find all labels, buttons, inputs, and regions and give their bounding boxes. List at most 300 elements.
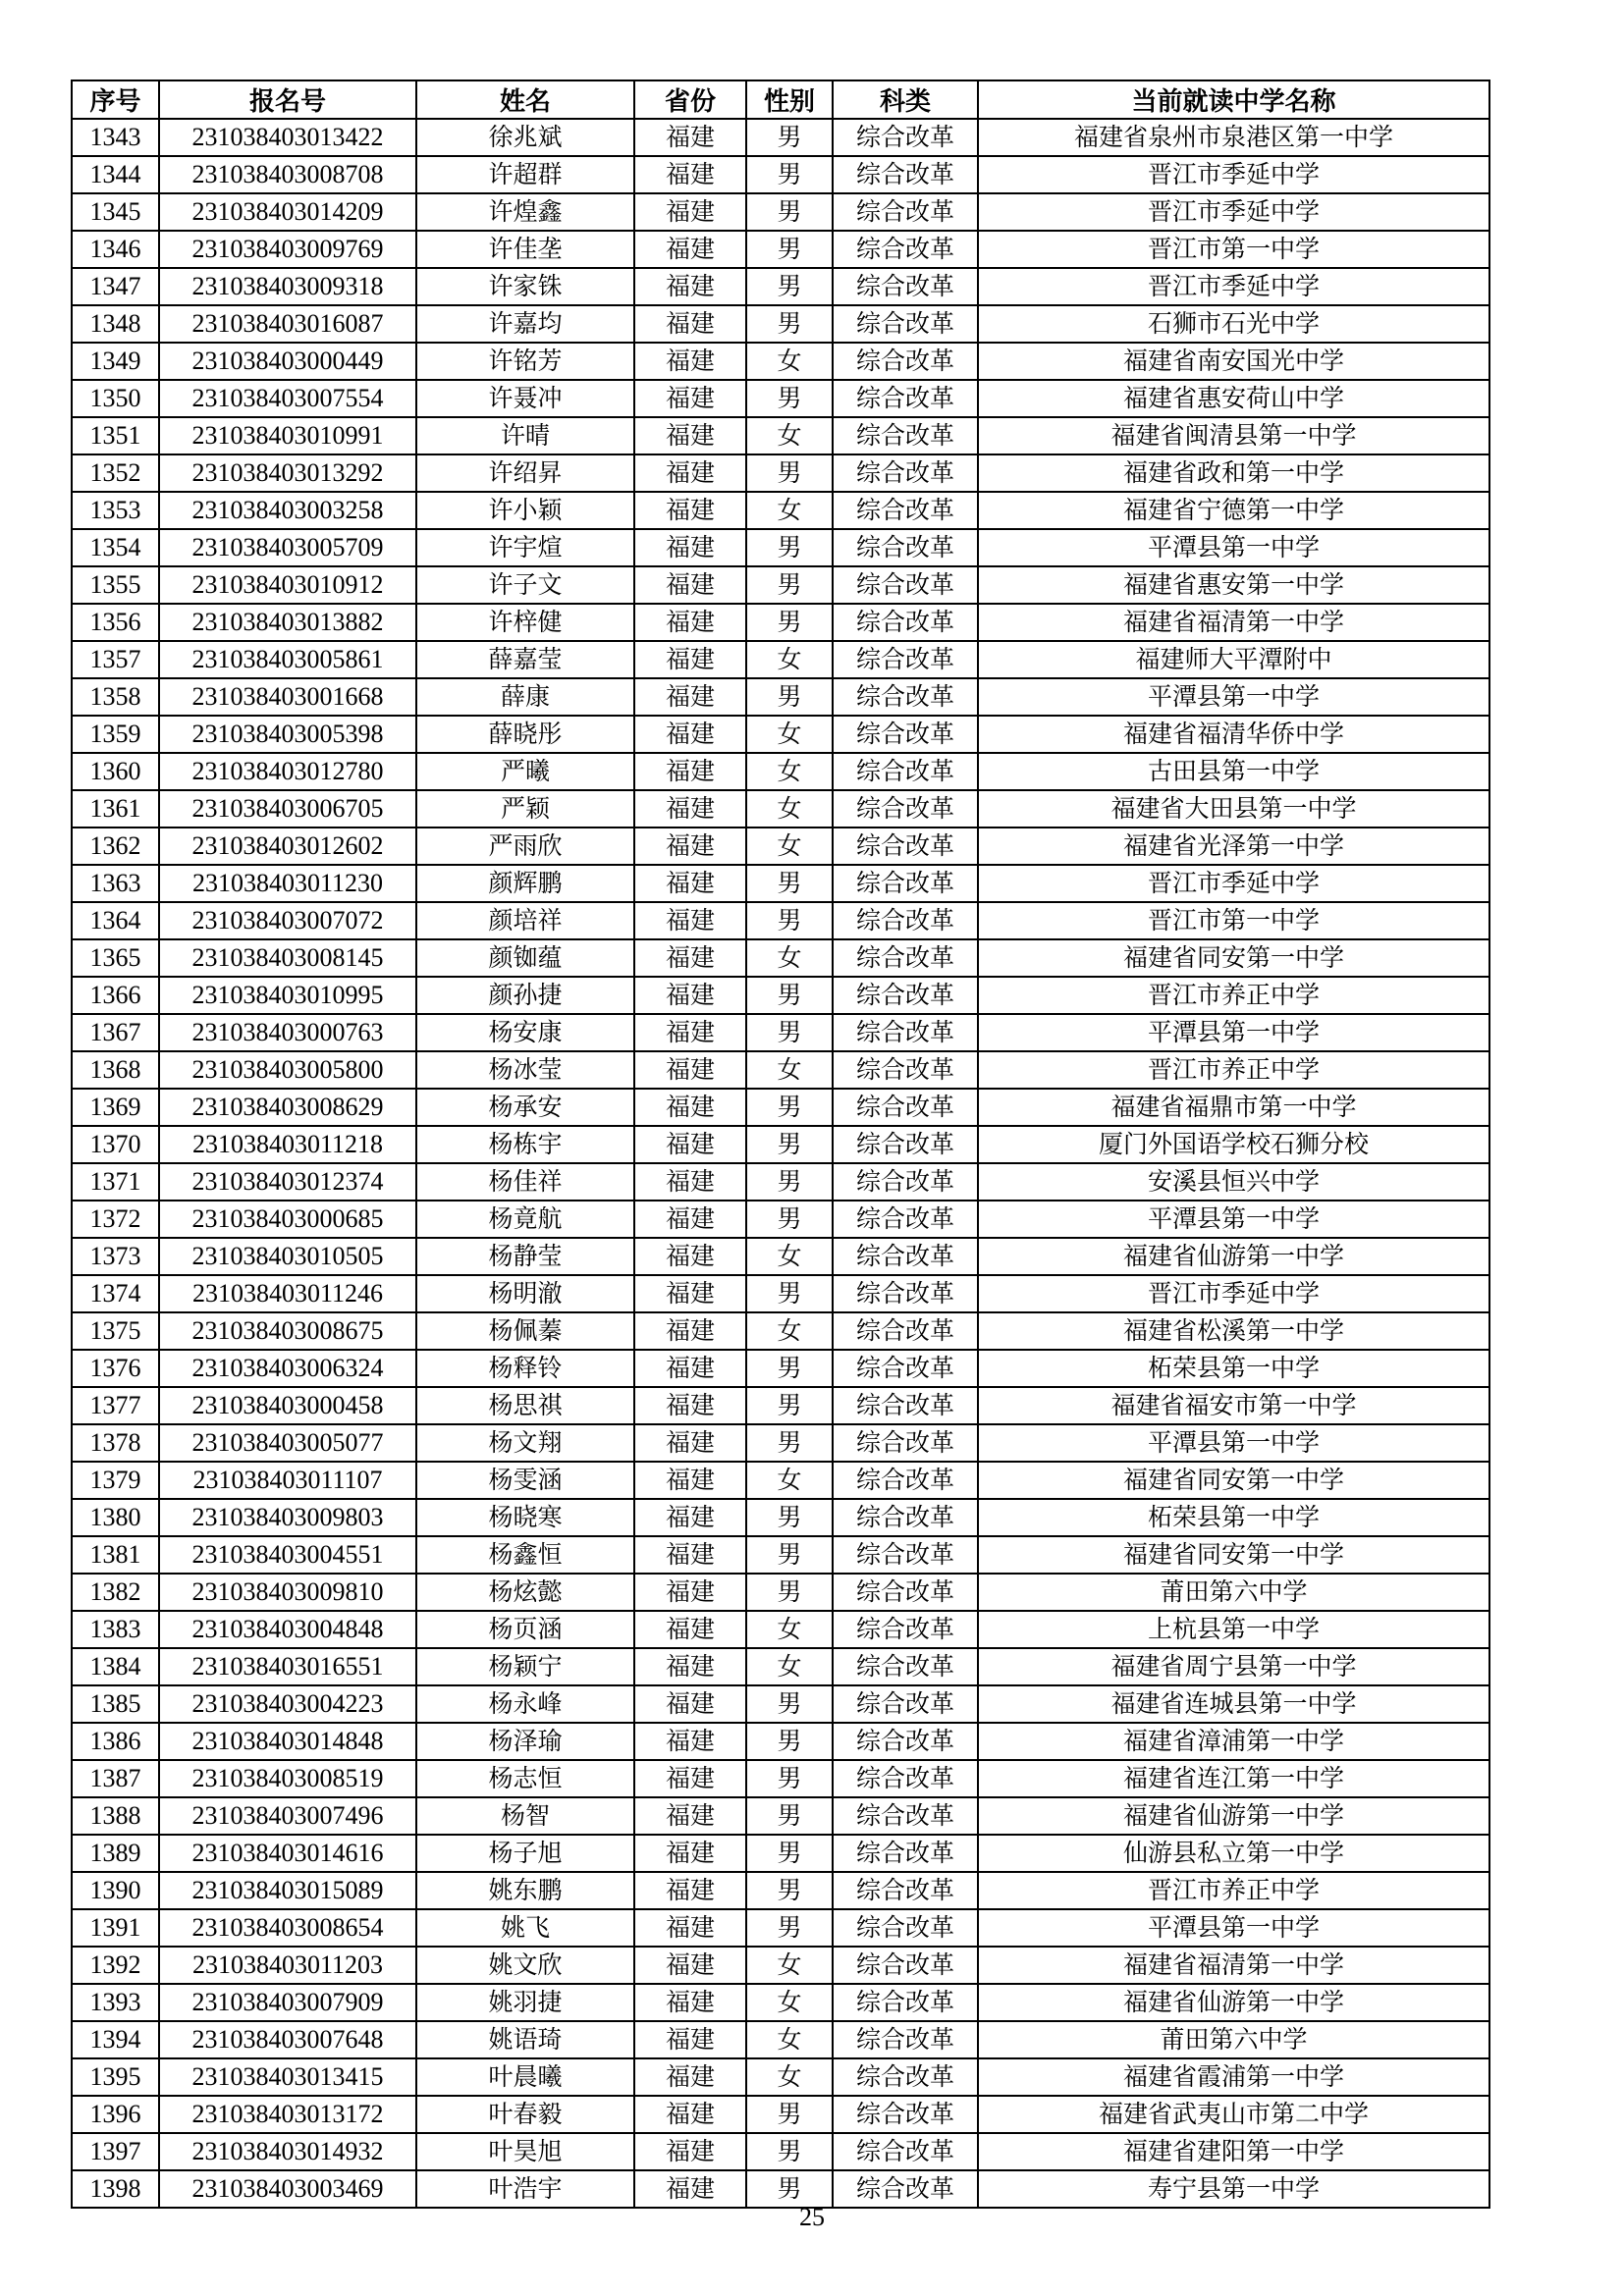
gender-cell: 男 (746, 454, 833, 492)
serial-number-cell: 1355 (72, 566, 159, 604)
registration-number-cell: 231038403016087 (159, 305, 416, 343)
school-name-cell: 福建省泉州市泉港区第一中学 (978, 119, 1489, 156)
gender-cell: 女 (746, 828, 833, 865)
registration-number-cell: 231038403005709 (159, 529, 416, 566)
gender-cell: 女 (746, 2021, 833, 2058)
gender-cell: 男 (746, 156, 833, 193)
header-serial-number: 序号 (72, 80, 159, 119)
student-name-cell: 杨承安 (416, 1089, 634, 1126)
table-row (72, 1685, 1489, 1723)
student-name-cell: 杨静莹 (416, 1238, 634, 1275)
student-name-cell: 姚语琦 (416, 2021, 634, 2058)
province-cell: 福建 (634, 1312, 746, 1350)
registration-number-cell: 231038403007909 (159, 1984, 416, 2021)
province-cell: 福建 (634, 2096, 746, 2133)
table-row (72, 1611, 1489, 1648)
gender-cell: 男 (746, 902, 833, 939)
table-row (72, 716, 1489, 753)
school-name-cell: 福建省福清第一中学 (978, 604, 1489, 641)
registration-number-cell: 231038403005398 (159, 716, 416, 753)
registration-number-cell: 231038403006324 (159, 1350, 416, 1387)
registration-number-cell: 231038403013415 (159, 2058, 416, 2096)
province-cell: 福建 (634, 2058, 746, 2096)
gender-cell: 女 (746, 1947, 833, 1984)
school-name-cell: 柘荣县第一中学 (978, 1499, 1489, 1536)
table-row (72, 1462, 1489, 1499)
registration-number-cell: 231038403014932 (159, 2133, 416, 2170)
registration-number-cell: 231038403007648 (159, 2021, 416, 2058)
student-name-cell: 姚羽捷 (416, 1984, 634, 2021)
serial-number-cell: 1350 (72, 380, 159, 417)
registration-number-cell: 231038403005800 (159, 1051, 416, 1089)
gender-cell: 男 (746, 2133, 833, 2170)
student-name-cell: 薛晓彤 (416, 716, 634, 753)
subject-category-cell: 综合改革 (833, 716, 978, 753)
school-name-cell: 福建省南安国光中学 (978, 343, 1489, 380)
table-row (72, 1835, 1489, 1872)
serial-number-cell: 1352 (72, 454, 159, 492)
student-name-cell: 杨冰莹 (416, 1051, 634, 1089)
serial-number-cell: 1390 (72, 1872, 159, 1909)
province-cell: 福建 (634, 1424, 746, 1462)
registration-number-cell: 231038403000449 (159, 343, 416, 380)
school-name-cell: 古田县第一中学 (978, 753, 1489, 790)
province-cell: 福建 (634, 2170, 746, 2208)
serial-number-cell: 1357 (72, 641, 159, 678)
gender-cell: 男 (746, 1275, 833, 1312)
student-name-cell: 薛康 (416, 678, 634, 716)
subject-category-cell: 综合改革 (833, 1424, 978, 1462)
registration-number-cell: 231038403009810 (159, 1574, 416, 1611)
table-row (72, 1499, 1489, 1536)
province-cell: 福建 (634, 1835, 746, 1872)
serial-number-cell: 1385 (72, 1685, 159, 1723)
student-name-cell: 杨页涵 (416, 1611, 634, 1648)
gender-cell: 男 (746, 1909, 833, 1947)
serial-number-cell: 1380 (72, 1499, 159, 1536)
registration-number-cell: 231038403001668 (159, 678, 416, 716)
subject-category-cell: 综合改革 (833, 1536, 978, 1574)
subject-category-cell: 综合改革 (833, 1909, 978, 1947)
subject-category-cell: 综合改革 (833, 1574, 978, 1611)
registration-number-cell: 231038403011246 (159, 1275, 416, 1312)
gender-cell: 男 (746, 865, 833, 902)
serial-number-cell: 1351 (72, 417, 159, 454)
registration-number-cell: 231038403013292 (159, 454, 416, 492)
school-name-cell: 平潭县第一中学 (978, 1909, 1489, 1947)
gender-cell: 男 (746, 566, 833, 604)
table-row (72, 1984, 1489, 2021)
table-row (72, 828, 1489, 865)
school-name-cell: 福建省同安第一中学 (978, 939, 1489, 977)
province-cell: 福建 (634, 1723, 746, 1760)
school-name-cell: 福建省福清第一中学 (978, 1947, 1489, 1984)
student-name-cell: 叶浩宇 (416, 2170, 634, 2208)
province-cell: 福建 (634, 1350, 746, 1387)
serial-number-cell: 1377 (72, 1387, 159, 1424)
serial-number-cell: 1349 (72, 343, 159, 380)
student-name-cell: 颜培祥 (416, 902, 634, 939)
serial-number-cell: 1389 (72, 1835, 159, 1872)
table-row (72, 753, 1489, 790)
registration-number-cell: 231038403013882 (159, 604, 416, 641)
gender-cell: 女 (746, 716, 833, 753)
registration-number-cell: 231038403010995 (159, 977, 416, 1014)
serial-number-cell: 1394 (72, 2021, 159, 2058)
subject-category-cell: 综合改革 (833, 1499, 978, 1536)
school-name-cell: 晋江市季延中学 (978, 193, 1489, 231)
registration-number-cell: 231038403007072 (159, 902, 416, 939)
student-name-cell: 杨泽瑜 (416, 1723, 634, 1760)
gender-cell: 男 (746, 1797, 833, 1835)
province-cell: 福建 (634, 1499, 746, 1536)
student-name-cell: 许小颖 (416, 492, 634, 529)
gender-cell: 男 (746, 1835, 833, 1872)
student-name-cell: 薛嘉莹 (416, 641, 634, 678)
province-cell: 福建 (634, 1984, 746, 2021)
registration-number-cell: 231038403005077 (159, 1424, 416, 1462)
school-name-cell: 福建省连江第一中学 (978, 1760, 1489, 1797)
school-name-cell: 晋江市季延中学 (978, 1275, 1489, 1312)
table-row (72, 119, 1489, 156)
province-cell: 福建 (634, 1275, 746, 1312)
province-cell: 福建 (634, 119, 746, 156)
registration-number-cell: 231038403005861 (159, 641, 416, 678)
student-name-cell: 许梓健 (416, 604, 634, 641)
serial-number-cell: 1371 (72, 1163, 159, 1201)
student-name-cell: 杨鑫恒 (416, 1536, 634, 1574)
serial-number-cell: 1395 (72, 2058, 159, 2096)
province-cell: 福建 (634, 417, 746, 454)
registration-number-cell: 231038403014848 (159, 1723, 416, 1760)
gender-cell: 女 (746, 417, 833, 454)
table-row (72, 977, 1489, 1014)
table-row (72, 417, 1489, 454)
gender-cell: 男 (746, 380, 833, 417)
registration-number-cell: 231038403007496 (159, 1797, 416, 1835)
school-name-cell: 福建省惠安第一中学 (978, 566, 1489, 604)
province-cell: 福建 (634, 454, 746, 492)
student-name-cell: 杨竟航 (416, 1201, 634, 1238)
gender-cell: 男 (746, 1350, 833, 1387)
subject-category-cell: 综合改革 (833, 1275, 978, 1312)
province-cell: 福建 (634, 1014, 746, 1051)
header-name: 姓名 (416, 80, 634, 119)
school-name-cell: 晋江市养正中学 (978, 977, 1489, 1014)
school-name-cell: 晋江市第一中学 (978, 231, 1489, 268)
table-row (72, 902, 1489, 939)
subject-category-cell: 综合改革 (833, 1760, 978, 1797)
table-row (72, 2096, 1489, 2133)
province-cell: 福建 (634, 566, 746, 604)
table-row (72, 529, 1489, 566)
student-name-cell: 杨文翔 (416, 1424, 634, 1462)
school-name-cell: 福建省福安市第一中学 (978, 1387, 1489, 1424)
serial-number-cell: 1391 (72, 1909, 159, 1947)
student-name-cell: 杨雯涵 (416, 1462, 634, 1499)
registration-number-cell: 231038403014209 (159, 193, 416, 231)
registration-number-cell: 231038403013422 (159, 119, 416, 156)
serial-number-cell: 1369 (72, 1089, 159, 1126)
serial-number-cell: 1368 (72, 1051, 159, 1089)
serial-number-cell: 1378 (72, 1424, 159, 1462)
serial-number-cell: 1359 (72, 716, 159, 753)
table-row (72, 1275, 1489, 1312)
subject-category-cell: 综合改革 (833, 2096, 978, 2133)
province-cell: 福建 (634, 1947, 746, 1984)
student-name-cell: 颜辉鹏 (416, 865, 634, 902)
province-cell: 福建 (634, 1909, 746, 1947)
table-row (72, 865, 1489, 902)
serial-number-cell: 1387 (72, 1760, 159, 1797)
registration-number-cell: 231038403011218 (159, 1126, 416, 1163)
student-name-cell: 严颖 (416, 790, 634, 828)
province-cell: 福建 (634, 1051, 746, 1089)
gender-cell: 女 (746, 343, 833, 380)
table-row (72, 790, 1489, 828)
table-row (72, 1424, 1489, 1462)
subject-category-cell: 综合改革 (833, 492, 978, 529)
subject-category-cell: 综合改革 (833, 2133, 978, 2170)
serial-number-cell: 1348 (72, 305, 159, 343)
table-row (72, 454, 1489, 492)
student-name-cell: 许煌鑫 (416, 193, 634, 231)
school-name-cell: 莆田第六中学 (978, 2021, 1489, 2058)
province-cell: 福建 (634, 716, 746, 753)
serial-number-cell: 1363 (72, 865, 159, 902)
serial-number-cell: 1398 (72, 2170, 159, 2208)
subject-category-cell: 综合改革 (833, 1835, 978, 1872)
table-row (72, 268, 1489, 305)
table-row (72, 380, 1489, 417)
subject-category-cell: 综合改革 (833, 2058, 978, 2096)
school-name-cell: 福建省大田县第一中学 (978, 790, 1489, 828)
gender-cell: 男 (746, 1424, 833, 1462)
table-header-row (72, 80, 1489, 119)
province-cell: 福建 (634, 1163, 746, 1201)
header-subject-category: 科类 (833, 80, 978, 119)
table-row (72, 1536, 1489, 1574)
province-cell: 福建 (634, 828, 746, 865)
gender-cell: 女 (746, 1238, 833, 1275)
school-name-cell: 仙游县私立第一中学 (978, 1835, 1489, 1872)
student-name-cell: 许晴 (416, 417, 634, 454)
subject-category-cell: 综合改革 (833, 641, 978, 678)
table-row (72, 1797, 1489, 1835)
gender-cell: 女 (746, 753, 833, 790)
subject-category-cell: 综合改革 (833, 1312, 978, 1350)
school-name-cell: 福建省武夷山市第二中学 (978, 2096, 1489, 2133)
student-name-cell: 杨智 (416, 1797, 634, 1835)
gender-cell: 女 (746, 1648, 833, 1685)
school-name-cell: 福建省连城县第一中学 (978, 1685, 1489, 1723)
registration-number-cell: 231038403003469 (159, 2170, 416, 2208)
school-name-cell: 平潭县第一中学 (978, 529, 1489, 566)
gender-cell: 男 (746, 1089, 833, 1126)
subject-category-cell: 综合改革 (833, 828, 978, 865)
subject-category-cell: 综合改革 (833, 193, 978, 231)
province-cell: 福建 (634, 902, 746, 939)
school-name-cell: 福建省政和第一中学 (978, 454, 1489, 492)
registration-number-cell: 231038403008629 (159, 1089, 416, 1126)
subject-category-cell: 综合改革 (833, 1350, 978, 1387)
student-name-cell: 杨佩蓁 (416, 1312, 634, 1350)
school-name-cell: 柘荣县第一中学 (978, 1350, 1489, 1387)
gender-cell: 女 (746, 492, 833, 529)
gender-cell: 女 (746, 1462, 833, 1499)
school-name-cell: 平潭县第一中学 (978, 1424, 1489, 1462)
school-name-cell: 福建省仙游第一中学 (978, 1797, 1489, 1835)
school-name-cell: 平潭县第一中学 (978, 1014, 1489, 1051)
province-cell: 福建 (634, 305, 746, 343)
subject-category-cell: 综合改革 (833, 156, 978, 193)
header-province: 省份 (634, 80, 746, 119)
subject-category-cell: 综合改革 (833, 1387, 978, 1424)
serial-number-cell: 1347 (72, 268, 159, 305)
province-cell: 福建 (634, 1089, 746, 1126)
registration-number-cell: 231038403000458 (159, 1387, 416, 1424)
subject-category-cell: 综合改革 (833, 1685, 978, 1723)
table-row (72, 231, 1489, 268)
table-row (72, 1574, 1489, 1611)
serial-number-cell: 1379 (72, 1462, 159, 1499)
serial-number-cell: 1353 (72, 492, 159, 529)
registration-number-cell: 231038403008675 (159, 1312, 416, 1350)
subject-category-cell: 综合改革 (833, 1163, 978, 1201)
serial-number-cell: 1360 (72, 753, 159, 790)
serial-number-cell: 1372 (72, 1201, 159, 1238)
gender-cell: 女 (746, 1312, 833, 1350)
student-name-cell: 叶晨曦 (416, 2058, 634, 2096)
table-row (72, 492, 1489, 529)
subject-category-cell: 综合改革 (833, 566, 978, 604)
school-name-cell: 福建省同安第一中学 (978, 1536, 1489, 1574)
registration-number-cell: 231038403015089 (159, 1872, 416, 1909)
registration-number-cell: 231038403008519 (159, 1760, 416, 1797)
province-cell: 福建 (634, 156, 746, 193)
table-row (72, 1126, 1489, 1163)
subject-category-cell: 综合改革 (833, 268, 978, 305)
province-cell: 福建 (634, 268, 746, 305)
gender-cell: 男 (746, 305, 833, 343)
table-row (72, 1648, 1489, 1685)
registration-number-cell: 231038403004551 (159, 1536, 416, 1574)
serial-number-cell: 1373 (72, 1238, 159, 1275)
gender-cell: 男 (746, 1536, 833, 1574)
gender-cell: 男 (746, 231, 833, 268)
gender-cell: 女 (746, 1051, 833, 1089)
registration-number-cell: 231038403012602 (159, 828, 416, 865)
school-name-cell: 福建省福鼎市第一中学 (978, 1089, 1489, 1126)
school-name-cell: 寿宁县第一中学 (978, 2170, 1489, 2208)
school-name-cell: 安溪县恒兴中学 (978, 1163, 1489, 1201)
subject-category-cell: 综合改革 (833, 231, 978, 268)
serial-number-cell: 1354 (72, 529, 159, 566)
registration-number-cell: 231038403008145 (159, 939, 416, 977)
table-row (72, 1163, 1489, 1201)
school-name-cell: 晋江市季延中学 (978, 156, 1489, 193)
student-name-cell: 杨思祺 (416, 1387, 634, 1424)
gender-cell: 男 (746, 1126, 833, 1163)
school-name-cell: 福建省惠安荷山中学 (978, 380, 1489, 417)
school-name-cell: 福建省福清华侨中学 (978, 716, 1489, 753)
table-row (72, 1909, 1489, 1947)
province-cell: 福建 (634, 492, 746, 529)
student-name-cell: 颜铷蕴 (416, 939, 634, 977)
gender-cell: 女 (746, 1611, 833, 1648)
header-current-school: 当前就读中学名称 (978, 80, 1489, 119)
subject-category-cell: 综合改革 (833, 2170, 978, 2208)
subject-category-cell: 综合改革 (833, 454, 978, 492)
registration-number-cell: 231038403007554 (159, 380, 416, 417)
subject-category-cell: 综合改革 (833, 529, 978, 566)
serial-number-cell: 1375 (72, 1312, 159, 1350)
table-row (72, 1201, 1489, 1238)
province-cell: 福建 (634, 1574, 746, 1611)
subject-category-cell: 综合改革 (833, 1872, 978, 1909)
registration-number-cell: 231038403004223 (159, 1685, 416, 1723)
table-row (72, 2021, 1489, 2058)
table-row (72, 1089, 1489, 1126)
subject-category-cell: 综合改革 (833, 865, 978, 902)
serial-number-cell: 1383 (72, 1611, 159, 1648)
subject-category-cell: 综合改革 (833, 604, 978, 641)
subject-category-cell: 综合改革 (833, 678, 978, 716)
school-name-cell: 福建省光泽第一中学 (978, 828, 1489, 865)
table-row (72, 1760, 1489, 1797)
gender-cell: 男 (746, 1872, 833, 1909)
gender-cell: 男 (746, 1685, 833, 1723)
registration-number-cell: 231038403010505 (159, 1238, 416, 1275)
gender-cell: 男 (746, 1201, 833, 1238)
school-name-cell: 福建省建阳第一中学 (978, 2133, 1489, 2170)
subject-category-cell: 综合改革 (833, 977, 978, 1014)
student-name-cell: 杨炫懿 (416, 1574, 634, 1611)
province-cell: 福建 (634, 977, 746, 1014)
student-name-cell: 徐兆斌 (416, 119, 634, 156)
school-name-cell: 福建省周宁县第一中学 (978, 1648, 1489, 1685)
school-name-cell: 晋江市第一中学 (978, 902, 1489, 939)
gender-cell: 男 (746, 2170, 833, 2208)
subject-category-cell: 综合改革 (833, 1984, 978, 2021)
gender-cell: 男 (746, 1387, 833, 1424)
registration-number-cell: 231038403011203 (159, 1947, 416, 1984)
serial-number-cell: 1374 (72, 1275, 159, 1312)
registration-number-cell: 231038403003258 (159, 492, 416, 529)
student-name-cell: 姚文欣 (416, 1947, 634, 1984)
table-row (72, 1387, 1489, 1424)
school-name-cell: 莆田第六中学 (978, 1574, 1489, 1611)
province-cell: 福建 (634, 2133, 746, 2170)
serial-number-cell: 1343 (72, 119, 159, 156)
registration-number-cell: 231038403011230 (159, 865, 416, 902)
school-name-cell: 福建省霞浦第一中学 (978, 2058, 1489, 2096)
student-name-cell: 严曦 (416, 753, 634, 790)
province-cell: 福建 (634, 1201, 746, 1238)
subject-category-cell: 综合改革 (833, 939, 978, 977)
student-name-cell: 杨子旭 (416, 1835, 634, 1872)
school-name-cell: 上杭县第一中学 (978, 1611, 1489, 1648)
province-cell: 福建 (634, 380, 746, 417)
student-name-cell: 杨明澈 (416, 1275, 634, 1312)
subject-category-cell: 综合改革 (833, 902, 978, 939)
registration-number-cell: 231038403016551 (159, 1648, 416, 1685)
serial-number-cell: 1397 (72, 2133, 159, 2170)
serial-number-cell: 1370 (72, 1126, 159, 1163)
school-name-cell: 福建省闽清县第一中学 (978, 417, 1489, 454)
serial-number-cell: 1358 (72, 678, 159, 716)
student-name-cell: 杨颖宁 (416, 1648, 634, 1685)
